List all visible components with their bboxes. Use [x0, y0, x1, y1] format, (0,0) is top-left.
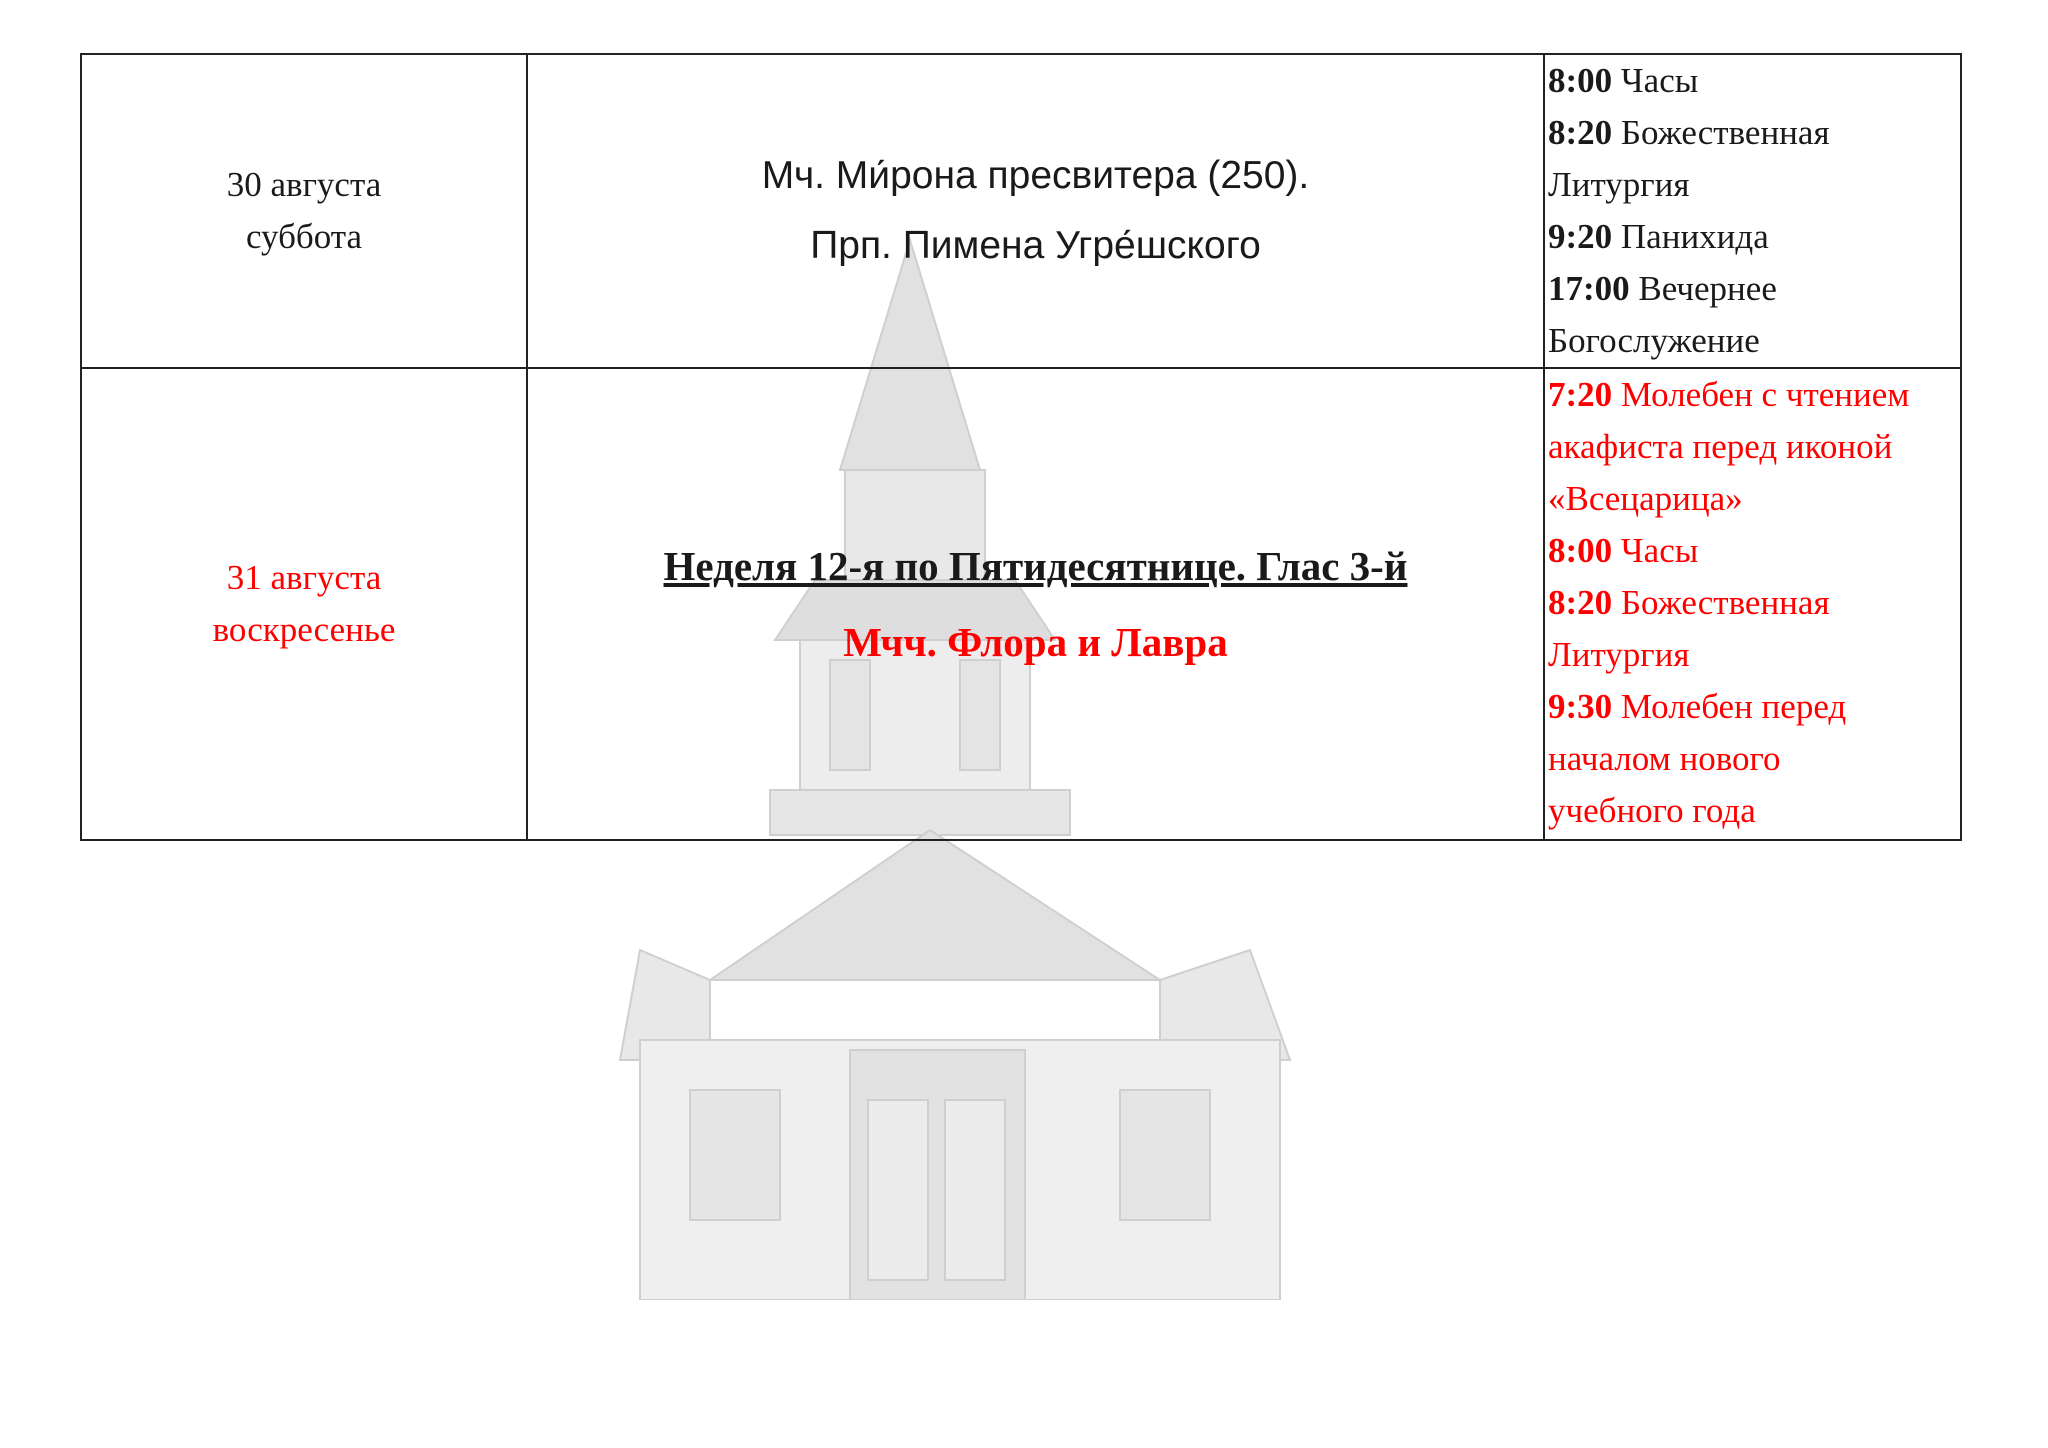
services-cell	[1544, 368, 1961, 840]
date-label: 31 августа	[226, 558, 382, 597]
schedule-table	[80, 53, 1962, 841]
service-name: Часы	[1620, 61, 1699, 100]
feast-cell	[527, 368, 1544, 840]
service-time: 8:00	[1548, 61, 1613, 100]
service-line	[1548, 159, 1960, 211]
service-name: Молебен перед	[1620, 687, 1847, 726]
feast-line: Прп. Пимена Угре́шского	[810, 224, 1261, 267]
service-line	[1548, 681, 1960, 733]
weekday-label: суббота	[245, 217, 363, 256]
service-name: «Всецарица»	[1548, 479, 1743, 518]
feast-line: Мч. Ми́рона пресвитера (250).	[761, 154, 1310, 197]
date-cell	[81, 54, 527, 368]
service-line	[1548, 525, 1960, 577]
feast-week-title: Неделя 12-я по Пятидесятнице. Глас 3-й	[663, 543, 1408, 589]
table-row	[81, 54, 1961, 368]
service-name: Молебен с чтением	[1620, 375, 1910, 414]
date-cell	[81, 368, 527, 840]
service-line	[1548, 55, 1960, 107]
service-name: Панихида	[1620, 217, 1769, 256]
service-name: Вечернее	[1638, 269, 1777, 308]
weekday-label: воскресенье	[212, 610, 396, 649]
service-name: Богослужение	[1548, 321, 1760, 360]
service-name: началом нового	[1548, 739, 1781, 778]
service-line	[1548, 211, 1960, 263]
service-line	[1548, 733, 1960, 785]
service-time: 9:20	[1548, 217, 1613, 256]
service-time: 17:00	[1548, 269, 1630, 308]
service-name: Литургия	[1548, 635, 1690, 674]
service-name: учебного года	[1548, 791, 1756, 830]
service-name: Божественная	[1620, 113, 1830, 152]
service-line	[1548, 263, 1960, 315]
service-time: 9:30	[1548, 687, 1613, 726]
service-line	[1548, 629, 1960, 681]
service-line	[1548, 473, 1960, 525]
table-row	[81, 368, 1961, 840]
service-line	[1548, 107, 1960, 159]
feast-saints: Мчч. Флора и Лавра	[843, 619, 1228, 665]
service-name: Часы	[1620, 531, 1699, 570]
service-name: Божественная	[1620, 583, 1830, 622]
service-line	[1548, 315, 1960, 367]
services-cell	[1544, 54, 1961, 368]
service-time: 8:00	[1548, 531, 1613, 570]
service-line	[1548, 421, 1960, 473]
feast-cell	[527, 54, 1544, 368]
service-name: Литургия	[1548, 165, 1690, 204]
date-label: 30 августа	[226, 165, 382, 204]
service-time: 8:20	[1548, 583, 1613, 622]
service-line	[1548, 577, 1960, 629]
service-time: 8:20	[1548, 113, 1613, 152]
service-name: акафиста перед иконой	[1548, 427, 1893, 466]
service-line	[1548, 785, 1960, 837]
service-line	[1548, 369, 1960, 421]
service-time: 7:20	[1548, 375, 1613, 414]
